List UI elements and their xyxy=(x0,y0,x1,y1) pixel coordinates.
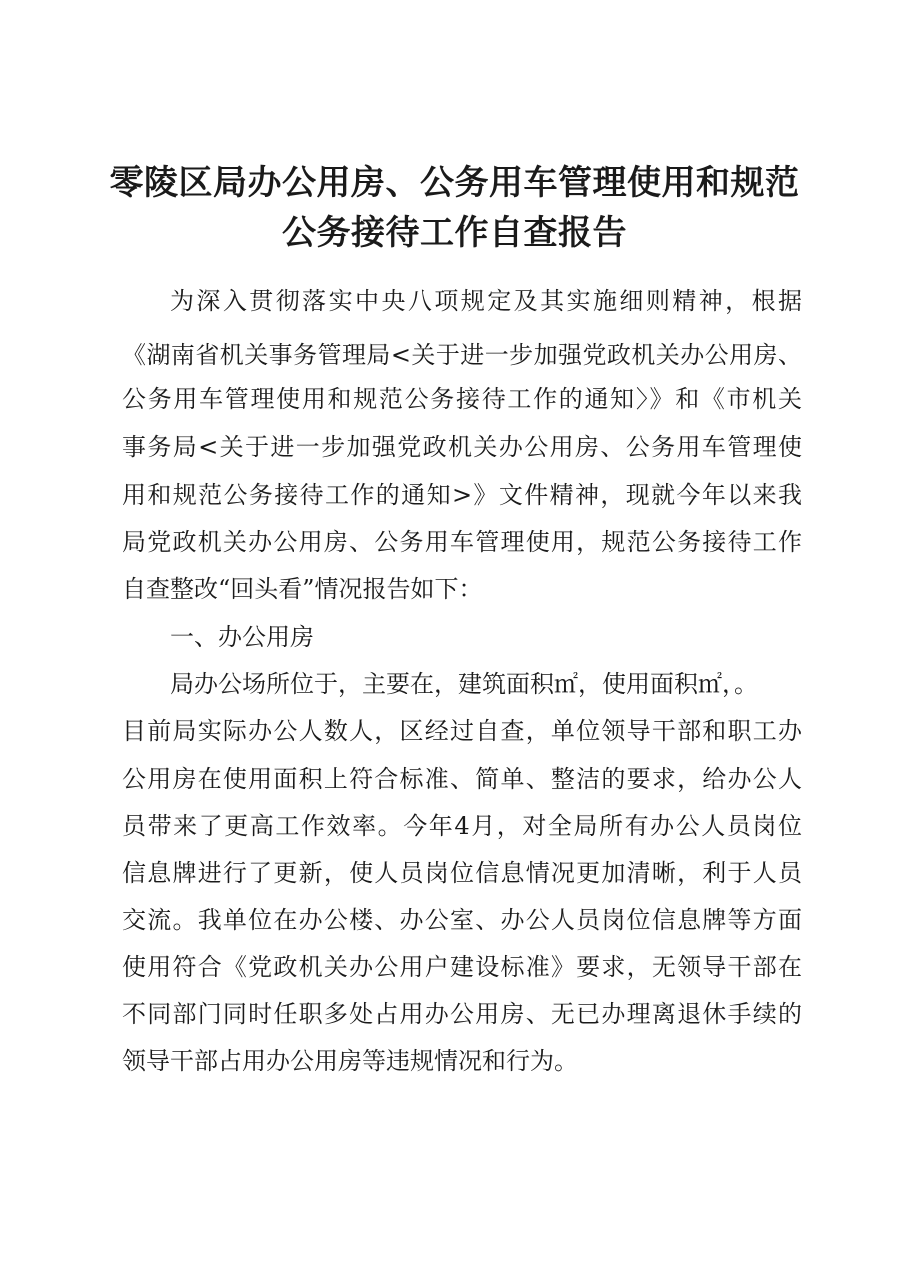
paragraph-1-line: 用和规范公务接待工作的通知>》文件精神，现就今年以来我 xyxy=(122,481,802,509)
paragraph-2-line: 目前局实际办公人数人，区经过自查，单位领导干部和职工办 xyxy=(122,717,802,745)
paragraph-1-line: 《湖南省机关事务管理局<关于进一步加强党政机关办公用房、 xyxy=(122,341,802,369)
paragraph-1-line: 自查整改“回头看”情况报告如下： xyxy=(122,575,483,603)
paragraph-2-line: 公用房在使用面积上符合标准、简单、整洁的要求，给办公人 xyxy=(122,765,802,793)
paragraph-1-line: 局党政机关办公用房、公务用车管理使用，规范公务接待工作 xyxy=(122,528,802,556)
paragraph-2-line: 交流。我单位在办公楼、办公室、办公人员岗位信息牌等方面 xyxy=(122,906,802,934)
paragraph-2-line: 员带来了更高工作效率。今年4月，对全局所有办公人员岗位 xyxy=(122,812,802,840)
document-title-line-1: 零陵区局办公用房、公务用车管理使用和规范 xyxy=(109,163,800,203)
paragraph-1-line: 事务局<关于进一步加强党政机关办公用房、公务用车管理使 xyxy=(122,433,802,461)
document-title-line-2: 公务接待工作自查报告 xyxy=(282,213,627,253)
paragraph-1-line: 公务用车管理使用和规范公务接待工作的通知〉》和《市机关 xyxy=(122,385,802,413)
paragraph-2-line: 不同部门同时任职多处占用办公用房、无已办理离退休手续的 xyxy=(122,1000,802,1028)
paragraph-2-line: 使用符合《党政机关办公用户建设标准》要求，无领导干部在 xyxy=(122,953,802,981)
paragraph-1-line: 为深入贯彻落实中央八项规定及其实施细则精神，根据 xyxy=(170,287,802,315)
paragraph-2-line: 局办公场所位于，主要在，建筑面积㎡，使用面积㎡，。 xyxy=(170,670,758,698)
paragraph-2-line: 领导干部占用办公用房等违规情况和行为。 xyxy=(122,1047,578,1075)
paragraph-2-line: 信息牌进行了更新，使人员岗位信息情况更加清晰，利于人员 xyxy=(122,859,802,887)
section-heading: 一、办公用房 xyxy=(170,623,314,651)
